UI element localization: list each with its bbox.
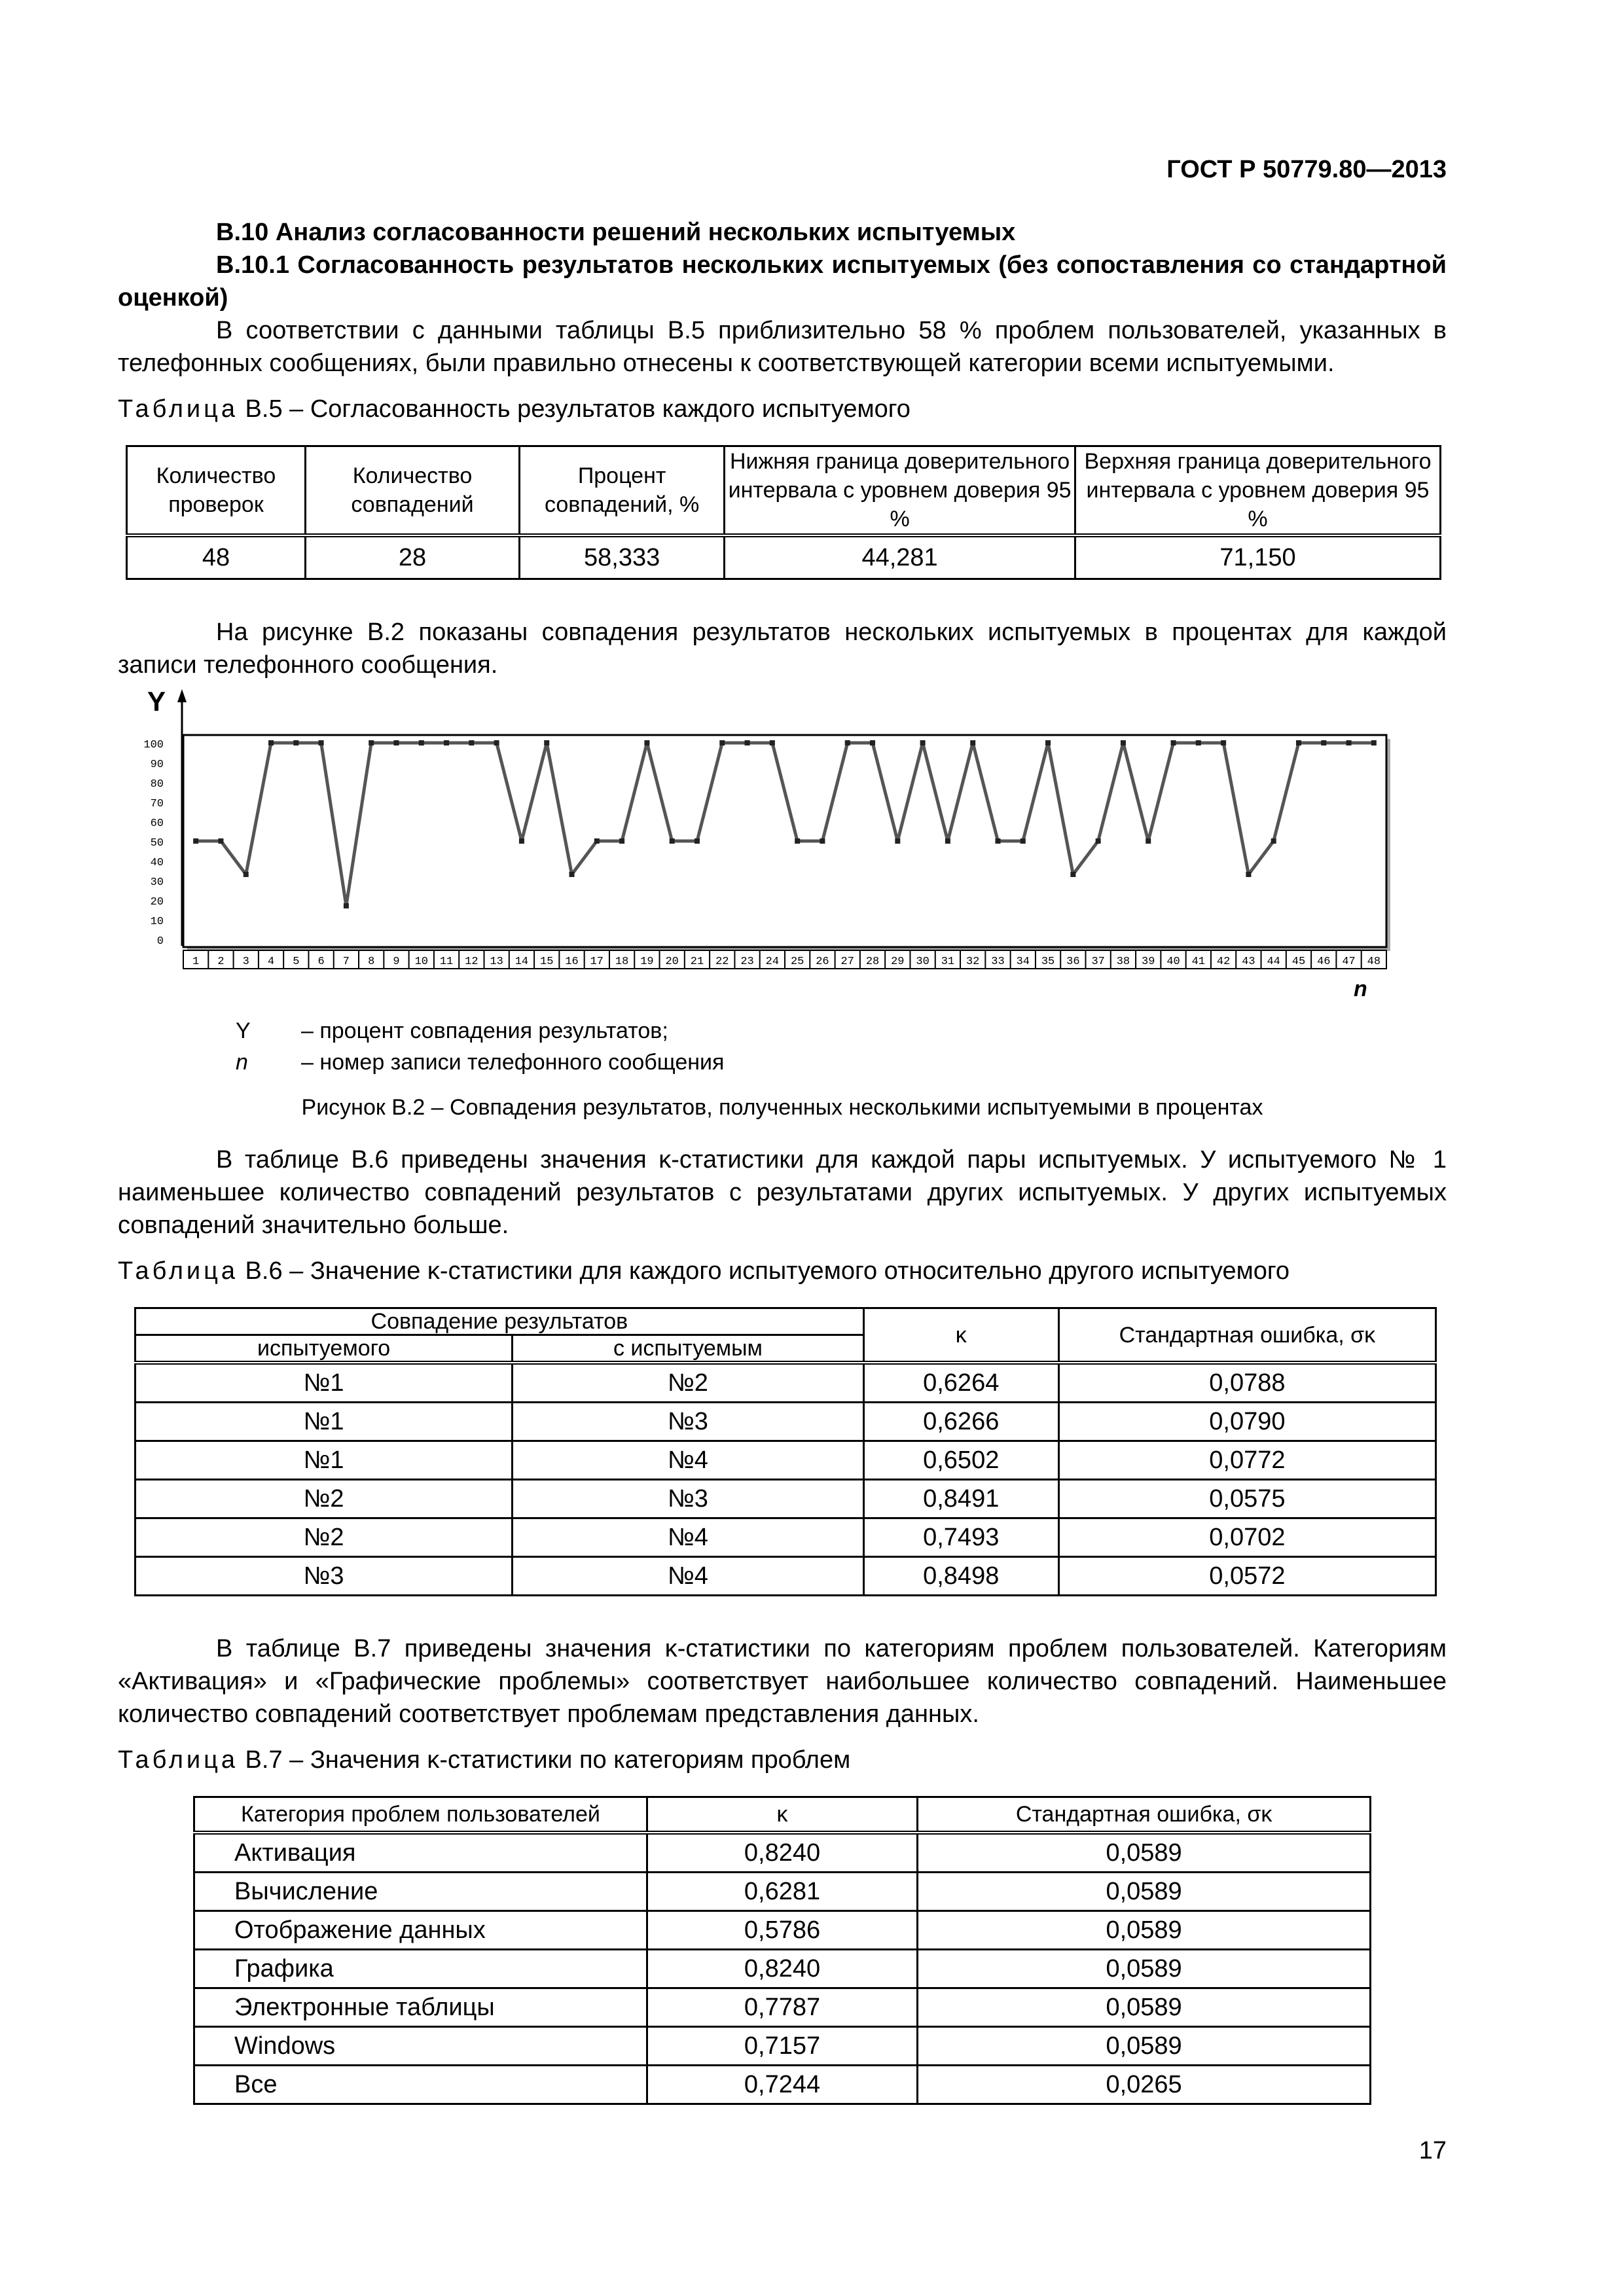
data-point bbox=[1196, 740, 1201, 745]
y-tick-label: 40 bbox=[150, 857, 164, 869]
page-content bbox=[118, 216, 1447, 2105]
table-cell: Вычисление bbox=[194, 1873, 647, 1911]
table7-body bbox=[194, 1833, 1371, 2104]
data-point bbox=[594, 838, 600, 844]
x-tick-label: 29 bbox=[891, 956, 905, 968]
x-tick-label: 24 bbox=[765, 956, 780, 968]
table-cell: №3 bbox=[513, 1480, 863, 1518]
table-cell: Все bbox=[194, 2066, 647, 2104]
data-point bbox=[745, 740, 750, 745]
x-tick-label: 37 bbox=[1091, 956, 1105, 968]
table-cell: 0,0589 bbox=[918, 1873, 1371, 1911]
table5-cell: 71,150 bbox=[1075, 535, 1441, 579]
table-cell: 0,6266 bbox=[863, 1403, 1058, 1441]
x-tick-label: 5 bbox=[293, 956, 300, 968]
table-row bbox=[194, 1873, 1371, 1911]
legend-row bbox=[236, 1015, 1447, 1047]
table-cell: 0,0589 bbox=[918, 1950, 1371, 1988]
data-point bbox=[795, 838, 800, 844]
data-point bbox=[644, 740, 649, 745]
section-heading: В.10 Анализ согласованности решений нескольких испытуемых bbox=[216, 219, 1016, 246]
x-tick-label: 47 bbox=[1342, 956, 1356, 968]
x-tick-label: 11 bbox=[439, 956, 454, 968]
y-tick-label: 0 bbox=[156, 935, 164, 948]
data-point bbox=[995, 838, 1000, 844]
paragraph-1: В соответствии с данными таблицы В.5 приблизительно 58 % проблем пользователей, указанных в телефонных сообщениях, были правильно отнесены к соответствующей категории всеми испытуемыми. bbox=[118, 317, 1447, 377]
x-tick-label: 23 bbox=[740, 956, 754, 968]
data-point bbox=[895, 838, 900, 844]
data-point bbox=[1096, 838, 1101, 844]
table-cell: №3 bbox=[135, 1557, 513, 1596]
x-tick-label: 35 bbox=[1041, 956, 1055, 968]
table7-caption bbox=[118, 1744, 1447, 1776]
table-cell: 0,0702 bbox=[1058, 1518, 1435, 1557]
data-point bbox=[444, 740, 449, 745]
table-row bbox=[135, 1518, 1436, 1557]
table-cell: 0,0589 bbox=[918, 2027, 1371, 2066]
table-cell: №1 bbox=[135, 1363, 513, 1403]
table-row bbox=[194, 2027, 1371, 2066]
table-cell: 0,8498 bbox=[863, 1557, 1058, 1596]
table5-header: Количество совпадений bbox=[305, 446, 519, 536]
data-point bbox=[1020, 838, 1026, 844]
table-cell: Активация bbox=[194, 1833, 647, 1873]
x-tick-label: 14 bbox=[514, 956, 529, 968]
paragraph-4: В таблице В.7 приведены значения κ-статистики по категориям проблем пользователей. Категориям «Активация» и «Графические проблемы» соответствует наибольшее количество совпадений. Наименьшее количество совпадений соответствует проблемам представления данных. bbox=[118, 1635, 1447, 1728]
caption-prefix: Таблица bbox=[118, 1257, 238, 1285]
x-tick-label: 2 bbox=[217, 956, 225, 968]
table-cell: 0,7157 bbox=[647, 2027, 917, 2066]
x-tick-label: 48 bbox=[1367, 956, 1381, 968]
table-cell: №2 bbox=[135, 1480, 513, 1518]
table6-kappa-header: κ bbox=[863, 1308, 1058, 1363]
data-point bbox=[670, 838, 675, 844]
legend-key: Y bbox=[236, 1018, 251, 1043]
data-point bbox=[393, 740, 399, 745]
data-point bbox=[1246, 872, 1251, 877]
legend-key: n bbox=[236, 1050, 248, 1075]
x-tick-label: 8 bbox=[368, 956, 375, 968]
data-point bbox=[569, 872, 575, 877]
x-tick-label: 20 bbox=[665, 956, 679, 968]
table-cell: 0,0265 bbox=[918, 2066, 1371, 2104]
y-tick-label: 80 bbox=[150, 778, 164, 791]
data-point bbox=[770, 740, 775, 745]
data-point bbox=[494, 740, 499, 745]
data-point bbox=[268, 740, 274, 745]
x-tick-label: 32 bbox=[965, 956, 980, 968]
x-tick-label: 28 bbox=[865, 956, 880, 968]
data-point bbox=[845, 740, 850, 745]
legend-text: – процент совпадения результатов; bbox=[301, 1018, 668, 1043]
table-cell: 0,0790 bbox=[1058, 1403, 1435, 1441]
caption-text: В.6 – Значение κ-статистики для каждого испытуемого относительно другого испытуемого bbox=[238, 1257, 1290, 1285]
table5-caption bbox=[118, 393, 1447, 425]
data-point bbox=[970, 740, 975, 745]
table-cell: 0,0575 bbox=[1058, 1480, 1435, 1518]
x-tick-label: 9 bbox=[393, 956, 400, 968]
table5-header: Нижняя граница доверительного интервала с уровнем доверия 95 % bbox=[725, 446, 1075, 536]
x-tick-label: 27 bbox=[840, 956, 854, 968]
subsection-heading: В.10.1 Согласованность результатов нескольких испытуемых (без сопоставления со стандартной оценкой) bbox=[118, 251, 1447, 312]
data-point bbox=[1070, 872, 1075, 877]
x-tick-label: 3 bbox=[242, 956, 249, 968]
figure-legend bbox=[236, 1015, 1447, 1078]
y-tick-label: 90 bbox=[150, 759, 164, 771]
caption-text: В.5 – Согласованность результатов каждого испытуемого bbox=[238, 395, 911, 423]
x-tick-label: 38 bbox=[1116, 956, 1130, 968]
table7-header: Категория проблем пользователей bbox=[194, 1797, 647, 1833]
table7-header: Стандартная ошибка, σκ bbox=[918, 1797, 1371, 1833]
caption-text: В.7 – Значения κ-статистики по категориям проблем bbox=[238, 1746, 851, 1774]
document-header: ГОСТ Р 50779.80—2013 bbox=[1166, 156, 1447, 183]
data-point bbox=[695, 838, 700, 844]
table-cell: 0,6281 bbox=[647, 1873, 917, 1911]
x-tick-label: 45 bbox=[1291, 956, 1306, 968]
table6-body bbox=[135, 1363, 1436, 1596]
table7-header: κ bbox=[647, 1797, 917, 1833]
table-cell: №4 bbox=[513, 1557, 863, 1596]
x-tick-label: 31 bbox=[941, 956, 955, 968]
table5-header: Верхняя граница доверительного интервала с уровнем доверия 95 % bbox=[1075, 446, 1441, 536]
page-number: 17 bbox=[1418, 2137, 1447, 2164]
x-tick-label: 6 bbox=[317, 956, 325, 968]
x-tick-label: 7 bbox=[342, 956, 350, 968]
data-point bbox=[344, 903, 349, 908]
table-cell: 0,6264 bbox=[863, 1363, 1058, 1403]
table6-caption bbox=[118, 1255, 1447, 1287]
table-cell: 0,8240 bbox=[647, 1833, 917, 1873]
table6-sub-header: испытуемого bbox=[135, 1335, 513, 1363]
x-tick-label: 21 bbox=[690, 956, 704, 968]
x-tick-label: 41 bbox=[1191, 956, 1206, 968]
table5-cell: 48 bbox=[127, 535, 306, 579]
data-point bbox=[1296, 740, 1301, 745]
table-row bbox=[194, 1833, 1371, 1873]
caption-prefix: Таблица bbox=[118, 395, 238, 423]
data-point bbox=[1221, 740, 1226, 745]
table5-cell: 58,333 bbox=[520, 535, 725, 579]
table-cell: №4 bbox=[513, 1518, 863, 1557]
data-point bbox=[820, 838, 825, 844]
y-axis-label: Y bbox=[147, 688, 166, 717]
x-tick-label: 43 bbox=[1242, 956, 1255, 968]
x-tick-label: 12 bbox=[465, 956, 478, 968]
table-7 bbox=[193, 1796, 1371, 2105]
data-point bbox=[1121, 740, 1126, 745]
table-cell: №2 bbox=[135, 1518, 513, 1557]
x-tick-label: 22 bbox=[715, 956, 729, 968]
x-tick-label: 18 bbox=[615, 956, 629, 968]
table-cell: 0,0589 bbox=[918, 1833, 1371, 1873]
table-cell: 0,8240 bbox=[647, 1950, 917, 1988]
table-row bbox=[135, 1441, 1436, 1480]
x-tick-label: 33 bbox=[991, 956, 1005, 968]
y-tick-label: 10 bbox=[150, 916, 164, 928]
y-tick-label: 100 bbox=[143, 739, 164, 751]
table-row bbox=[194, 1911, 1371, 1950]
x-tick-label: 39 bbox=[1142, 956, 1155, 968]
table-row bbox=[194, 1950, 1371, 1988]
data-point bbox=[870, 740, 875, 745]
table-cell: №1 bbox=[135, 1441, 513, 1480]
data-point bbox=[920, 740, 926, 745]
y-axis-arrow bbox=[177, 689, 187, 702]
data-point bbox=[469, 740, 474, 745]
data-point bbox=[1346, 740, 1352, 745]
data-point bbox=[1271, 838, 1276, 844]
x-tick-label: 30 bbox=[916, 956, 929, 968]
table-row bbox=[135, 1363, 1436, 1403]
table6-group-header: Совпадение результатов bbox=[135, 1308, 864, 1335]
table-row bbox=[135, 1557, 1436, 1596]
table5-header: Количество проверок bbox=[127, 446, 306, 536]
table-cell: Графика bbox=[194, 1950, 647, 1988]
data-point bbox=[1321, 740, 1326, 745]
data-point bbox=[619, 838, 624, 844]
table-row bbox=[135, 1480, 1436, 1518]
legend-text: – номер записи телефонного сообщения bbox=[301, 1050, 725, 1075]
table-cell: 0,7244 bbox=[647, 2066, 917, 2104]
table-cell: 0,0788 bbox=[1058, 1363, 1435, 1403]
table-cell: 0,6502 bbox=[863, 1441, 1058, 1480]
table-cell: 0,7787 bbox=[647, 1988, 917, 2027]
x-tick-label: 13 bbox=[490, 956, 503, 968]
y-tick-label: 50 bbox=[150, 837, 164, 850]
table-cell: №2 bbox=[513, 1363, 863, 1403]
data-point bbox=[1045, 740, 1051, 745]
x-tick-label: 1 bbox=[192, 956, 200, 968]
data-point bbox=[1146, 838, 1151, 844]
figure-b2-chart bbox=[118, 688, 1394, 1002]
table5-cell: 28 bbox=[305, 535, 519, 579]
data-point bbox=[1171, 740, 1176, 745]
table-6 bbox=[134, 1307, 1437, 1596]
paragraph-2: На рисунке В.2 показаны совпадения результатов нескольких испытуемых в процентах для каждой записи телефонного сообщения. bbox=[118, 619, 1447, 679]
y-tick-label: 30 bbox=[150, 876, 164, 889]
data-point bbox=[544, 740, 549, 745]
table6-sub-header: с испытуемым bbox=[513, 1335, 863, 1363]
data-point bbox=[369, 740, 374, 745]
y-tick-label: 60 bbox=[150, 817, 164, 830]
x-tick-label: 15 bbox=[540, 956, 554, 968]
data-point bbox=[719, 740, 725, 745]
data-point bbox=[419, 740, 424, 745]
data-point bbox=[945, 838, 950, 844]
x-tick-label: 25 bbox=[790, 956, 804, 968]
x-tick-label: 42 bbox=[1216, 956, 1231, 968]
table5-header: Процент совпадений, % bbox=[520, 446, 725, 536]
x-tick-label: 46 bbox=[1317, 956, 1331, 968]
data-point bbox=[293, 740, 298, 745]
data-point bbox=[319, 740, 324, 745]
table6-error-header: Стандартная ошибка, σκ bbox=[1058, 1308, 1435, 1363]
x-tick-label: 10 bbox=[414, 956, 428, 968]
table-row bbox=[194, 1988, 1371, 2027]
y-tick-label: 20 bbox=[150, 896, 164, 908]
table-5 bbox=[126, 445, 1441, 580]
data-point bbox=[1371, 740, 1377, 745]
paragraph-3: В таблице В.6 приведены значения κ-статистики для каждой пары испытуемых. У испытуемого № 1 наименьшее количество совпадений результатов с результатами других испытуемых. У других испытуемых совпадений значительно больше. bbox=[118, 1146, 1447, 1239]
table-cell: 0,0572 bbox=[1058, 1557, 1435, 1596]
x-tick-label: 34 bbox=[1016, 956, 1030, 968]
caption-prefix: Таблица bbox=[118, 1746, 238, 1774]
table-cell: №1 bbox=[135, 1403, 513, 1441]
table-cell: Электронные таблицы bbox=[194, 1988, 647, 2027]
table-cell: №4 bbox=[513, 1441, 863, 1480]
x-tick-label: 4 bbox=[267, 956, 275, 968]
x-tick-label: 36 bbox=[1066, 956, 1080, 968]
figure-caption: Рисунок В.2 – Совпадения результатов, полученных несколькими испытуемыми в процентах bbox=[301, 1095, 1263, 1120]
table-cell: 0,5786 bbox=[647, 1911, 917, 1950]
data-point bbox=[193, 838, 198, 844]
x-axis-label: n bbox=[1354, 977, 1367, 1001]
legend-row bbox=[236, 1047, 1447, 1078]
table-cell: Отображение данных bbox=[194, 1911, 647, 1950]
table-row bbox=[194, 2066, 1371, 2104]
x-tick-label: 17 bbox=[590, 956, 604, 968]
table5-cell: 44,281 bbox=[725, 535, 1075, 579]
x-tick-label: 40 bbox=[1166, 956, 1180, 968]
line-chart bbox=[118, 688, 1394, 1002]
table-row bbox=[135, 1403, 1436, 1441]
table-cell: 0,7493 bbox=[863, 1518, 1058, 1557]
table-cell: 0,0589 bbox=[918, 1911, 1371, 1950]
data-point bbox=[244, 872, 249, 877]
table-cell: 0,8491 bbox=[863, 1480, 1058, 1518]
table-cell: Windows bbox=[194, 2027, 647, 2066]
x-tick-label: 44 bbox=[1267, 956, 1280, 968]
y-tick-label: 70 bbox=[150, 798, 164, 810]
data-point bbox=[519, 838, 524, 844]
data-point bbox=[218, 838, 223, 844]
table-cell: №3 bbox=[513, 1403, 863, 1441]
plot-area bbox=[183, 735, 1386, 947]
table-cell: 0,0589 bbox=[918, 1988, 1371, 2027]
x-tick-label: 16 bbox=[565, 956, 579, 968]
x-tick-label: 19 bbox=[640, 956, 654, 968]
table-cell: 0,0772 bbox=[1058, 1441, 1435, 1480]
x-tick-label: 26 bbox=[816, 956, 829, 968]
